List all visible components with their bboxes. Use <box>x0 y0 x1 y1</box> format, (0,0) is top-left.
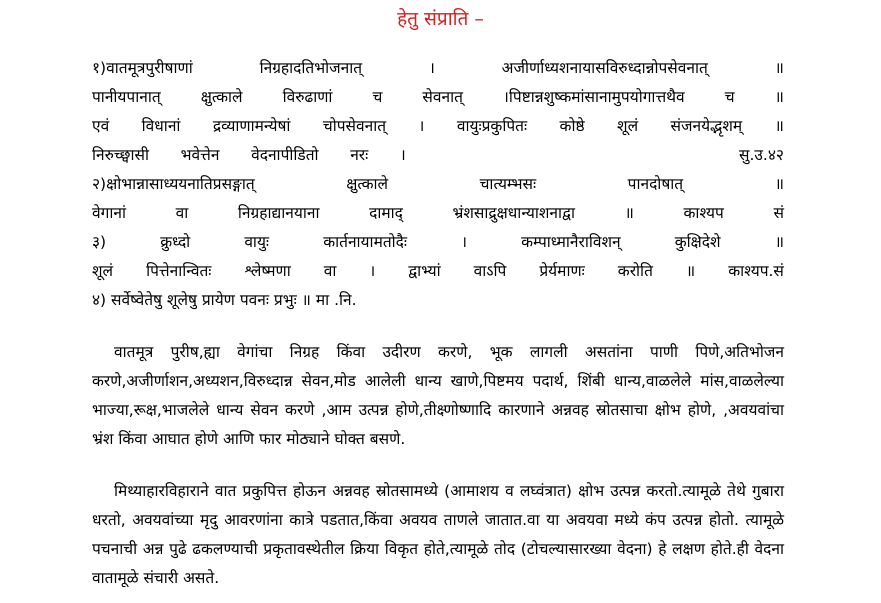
verse-word: अजीर्णाध्यशनायासविरुध्दान्नोपसेवनात् <box>501 59 708 77</box>
verse-word: प्रेर्यमाणः <box>539 262 585 280</box>
verse-word: शूलं <box>617 117 639 135</box>
verse-danda: । <box>461 233 468 251</box>
verse-reference: काश्यप <box>683 204 724 222</box>
sanskrit-verse-block <box>92 54 784 315</box>
verse-word: कुक्षिदेशे <box>674 233 721 251</box>
verse-word: एवं <box>92 117 110 135</box>
verse-line <box>92 257 784 286</box>
verse-line <box>92 83 784 112</box>
verse-word: वायुःप्रकुपितः <box>456 117 528 135</box>
verse-double-danda: ॥ <box>774 88 784 106</box>
verse-word: द्वाभ्यां <box>408 262 441 280</box>
verse-line <box>92 228 784 257</box>
verse-reference: सं <box>773 204 784 222</box>
verse-line <box>92 199 784 228</box>
verse-word: पानीयपानात् <box>92 88 161 106</box>
verse-word: शूलं <box>92 262 114 280</box>
verse-word: विरुढाणां <box>282 88 333 106</box>
verse-word: कोष्ठे <box>559 117 585 135</box>
verse-text: ४) सर्वेष्वेतेषु शूलेषु प्रायेण पवनः प्रभुः ॥ मा .नि. <box>92 291 357 309</box>
verse-word: वा <box>323 262 337 280</box>
verse-word: विधानां <box>141 117 181 135</box>
verse-line <box>92 286 784 315</box>
marathi-paragraph: मिथ्याहारविहाराने वात प्रकुपित्त होऊन अन्नवह स्रोतसामध्ये (आमाशय व लघ्वंत्रात) क्षोभ उत्पन्न करतो.त्यामूळे तेथे गुबारा धरतो, अवयवांच्या मृदु आवरणांना कात्रे पडतात,किंवा अवयव ताणले जातात.वा या अवयवा मध्ये कंप उत्पन्न होतो. त्यामूळे पचनाची अन्न पुढे ढकलण्याची प्रकृतावस्थेतील क्रिया विकृत होते,त्यामूळे तोद (टोचल्यासारख्या वेदना) हे लक्षण होते.ही वेदना वातामूळे संचारी असते. <box>92 482 784 587</box>
verse-word: क्षुत्काले <box>200 88 243 106</box>
verse-word: चात्यम्भसः <box>479 175 537 193</box>
verse-danda: । <box>369 262 376 280</box>
verse-double-danda: ॥ <box>774 117 784 135</box>
verse-word: श्लेष्मणा <box>244 262 291 280</box>
verse-word: १)वातमूत्रपुरीषाणां <box>92 59 193 77</box>
verse-word: पित्तेनान्वितः <box>146 262 212 280</box>
verse-double-danda: ॥ <box>774 233 784 251</box>
verse-word: कम्पाध्मानैराविशन् <box>521 233 621 251</box>
verse-danda: । <box>399 146 406 164</box>
verse-word: करोति <box>617 262 653 280</box>
verse-word: निग्रहाद्यानयाना <box>237 204 320 222</box>
verse-word: वाऽपि <box>473 262 507 280</box>
verse-reference: सु.उ.४२ <box>739 146 784 164</box>
verse-line <box>92 112 784 141</box>
verse-word: वायुः <box>244 233 270 251</box>
verse-double-danda: ॥ <box>685 262 696 280</box>
verse-word: भवेत्तेन <box>180 146 220 164</box>
verse-word: निग्रहादतिभोजनात् <box>259 59 363 77</box>
verse-danda: । <box>428 59 435 77</box>
verse-line <box>92 54 784 83</box>
verse-double-danda: ॥ <box>774 59 784 77</box>
verse-word: निरुच्छ्वासी <box>92 146 150 164</box>
marathi-paragraph: वातमूत्र पुरीष,ह्या वेगांचा निग्रह किंवा उदीरण करणे, भूक लागली असतांना पाणी पिणे,अतिभोजन करणे,अजीर्णाशन,अध्यशन,विरुध्दान्न सेवन,मोड आलेली धान्य खाणे,पिष्टमय पदार्थ, शिंबी धान्य,वाळलेले मांस,वाळलेल्या भाज्या,रूक्ष,भाजलेले धान्य सेवन करणे ,आम उत्पन्न होणे,तीक्ष्णोष्णादि कारणाने अन्नवह स्रोतसाचा क्षोभ होणे, ,अवयवांचा भ्रंश किंवा आघात होणे आणि फार मोठ्याने घोक्त बसणे. <box>92 343 784 448</box>
verse-word: ।पिष्टान्नशुष्कमांसानामुपयोगात्तथैव <box>503 88 685 106</box>
verse-line <box>92 141 784 170</box>
verse-word: क्रुध्दो <box>160 233 191 251</box>
page-title: हेतु संप्राति – <box>397 8 484 30</box>
verse-word: क्षुत्काले <box>346 175 389 193</box>
verse-word: पानदोषात् <box>627 175 684 193</box>
verse-double-danda: ॥ <box>774 175 784 193</box>
verse-danda: । <box>418 117 425 135</box>
verse-double-danda: ॥ <box>624 204 634 222</box>
verse-word: वेदनापीडितो <box>251 146 319 164</box>
verse-word: च <box>372 88 383 106</box>
verse-word: वा <box>175 204 189 222</box>
verse-word: वेगानां <box>92 204 126 222</box>
verse-reference: काश्यप.सं <box>728 262 784 280</box>
verse-word: चोपसेवनात् <box>322 117 387 135</box>
verse-word: द्रव्याणामन्येषां <box>212 117 291 135</box>
verse-word: नरः <box>350 146 369 164</box>
verse-word: ३) <box>92 233 107 251</box>
verse-line <box>92 170 784 199</box>
verse-word: कार्तनायामतोदैः <box>323 233 408 251</box>
verse-word: २)क्षोभान्नासाध्ययनातिप्रसङ्गात् <box>92 175 255 193</box>
verse-word: संजनयेद्भृशम् <box>670 117 743 135</box>
verse-word: सेवनात् <box>422 88 463 106</box>
verse-word: दामाद् <box>369 204 403 222</box>
verse-word: भ्रंशसाद्रुक्षधान्याशनाद्वा <box>452 204 575 222</box>
verse-word: च <box>724 88 735 106</box>
